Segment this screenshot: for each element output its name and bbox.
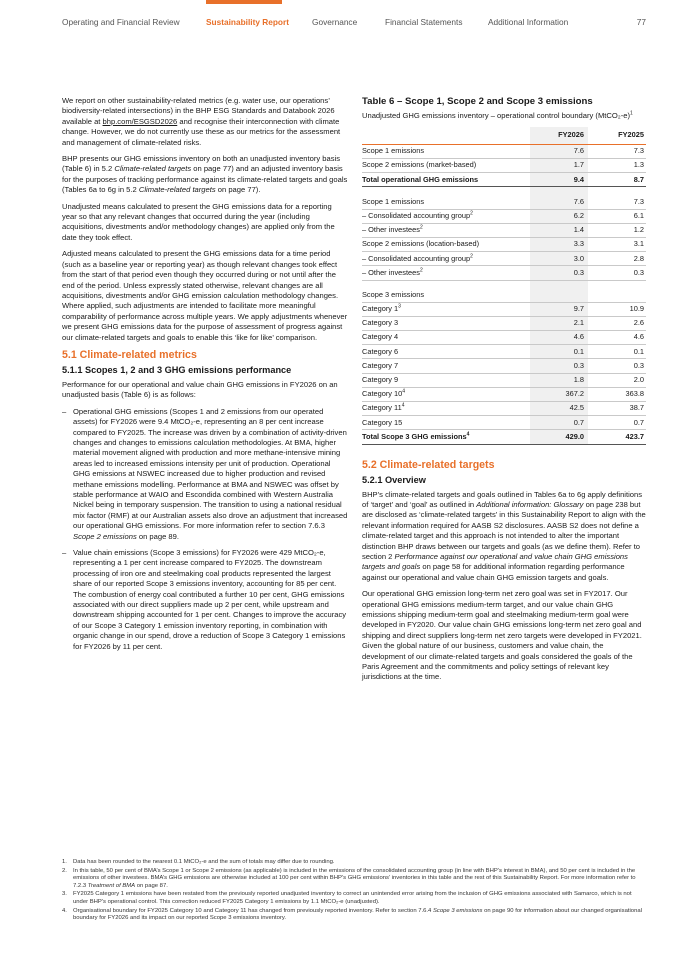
table-row [362,195,646,209]
active-tab-accent [206,0,282,4]
value-fy2026: 6.2 [530,209,588,223]
row-label: Category 9 [362,373,530,387]
left-column [62,96,348,658]
esg-databook-link[interactable]: bhp.com/ESGSD2026 [102,116,178,126]
value-fy2026: 7.6 [530,144,588,158]
value-fy2025: 0.7 [588,416,646,430]
table-group-gap [362,280,646,288]
row-label: Scope 1 emissions [362,195,530,209]
value-fy2026: 3.3 [530,237,588,251]
table-row [362,209,646,223]
row-label: Category 3 [362,316,530,330]
table-group-gap [362,187,646,195]
page-number: 77 [636,17,646,27]
value-fy2026 [530,288,588,302]
value-fy2026: 367.2 [530,387,588,401]
paragraph-inventory-basis: BHP presents our GHG emissions inventory on both an unadjusted inventory basis (Table 6) in 5.2 Climate-related targets on page 77) and an adjusted inventory basis for the purposes of tracking performance against its climate-related targets and goals (Tables 6a to 6g in 5.2 Climate-related targets on page 77). [62,154,348,195]
value-fy2025: 8.7 [588,173,646,187]
section-heading-climate-targets: 5.2 Climate-related targets [362,458,495,471]
value-fy2026: 7.6 [530,195,588,209]
table-row [362,223,646,237]
row-label: – Consolidated accounting group$^2$ [362,209,530,223]
row-label: Scope 2 emissions (location-based) [362,237,530,251]
row-label: Category 6 [362,345,530,359]
top-navigation [0,0,679,30]
value-fy2025: 423.7 [588,430,646,444]
row-label: Total operational GHG emissions [362,173,530,187]
paragraph-unadjusted-definition: Unadjusted means calculated to present the GHG emissions data for a reporting year so that any relevant changes that occurred during the year (including acquisitions, divestments and/or methodology changes) are applied only from the date they took effect. [62,201,335,242]
paragraph-targets-definitions: BHP’s climate-related targets and goals outlined in Tables 6a to 6g apply definitions of ‘target’ and ‘goal’ as outlined in Additional information: Glossary on page 238 but are disclosed as ‘climate-related targets’ in this Sustainability Report to align with the relevant information required for AASB S2 disclosures. AASB S2 does not define a climate-related target and this approach is not intended to alter the important distinction BHP draws between our targets and goals (as we define them). Refer to section 2 Performance against our operational and value chain GHG emissions targets and goals on page 58 for additional information regarding performance against our operational and value chain GHG emission targets and goals. [362,489,646,582]
bullet-operational-emissions: – Operational GHG emissions (Scopes 1 and 2 emissions from our operated assets) for FY2026 were 9.4 MtCO₂-e, representing an 8 per cent increase compared to FY2025. The increase was driven by a combination of activity-driven changes and changes to emissions calculation methodologies. At BMA, higher material movement aligned with production and more methane-intensive mining areas led to increased emissions intensity per unit of production. Operational GHG emissions at NSWEC increased due to higher production and revised methane emissions modelling. Performance at BMA and NSWEC was offset by stable performance at WAIO and Escondida combined with Western Australia Nickel being in temporary suspension. The transition to using a national residual mix factor (RMF) at our Australian assets also drove an adjustment that increased our operational GHG emissions. For more information refer to section 7.6.3 Scope 2 emissions on page 89. [62,406,348,541]
value-fy2025: 7.3 [588,144,646,158]
emissions-table [362,127,646,444]
row-label: Category $1^3$ [362,302,530,316]
table-title: Table 6 – Scope 1, Scope 2 and Scope 3 emissions [362,96,593,107]
table-row [362,345,646,359]
row-label: Category 7 [362,359,530,373]
footnote-3: 3. FY2025 Category 1 emissions have been restated from the previously reported unadjusted inventory to correct an unintended error arising from the inclusion of GHG emissions associated with Samarco, which is not under BHP’s operational control. This correction reduced FY2025 Category 1 emissions by 1.1 MtCO₂-e (unadjusted). [62,891,632,905]
value-fy2025 [588,288,646,302]
row-label: Scope 2 emissions (market-based) [362,159,530,173]
paragraph-adjusted-definition: Adjusted means calculated to present the GHG emissions data for a time period (such as a baseline year or reporting year) as though relevant changes took effect from the start of that period even though they occurred during or not until after the end of the period. Unless expressly stated otherwise, relevant changes are all acquisitions, divestments and/or GHG emission calculation methodology changes. Where applied, such adjustments are intended to facilitate more meaningful comparability of performance across multiple years. We apply adjustments whenever we present GHG emissions data for the purpose of assessment of progress against our climate-related targets and goals to enable this ‘like for like’ comparison. [62,249,348,342]
table-row [362,288,646,302]
value-fy2026: 0.3 [530,266,588,280]
performance-bullet-list [62,407,348,652]
value-fy2025: 4.6 [588,331,646,345]
value-fy2026: 1.4 [530,223,588,237]
value-fy2025: 7.3 [588,195,646,209]
nav-additional-information[interactable]: Additional Information [488,17,569,27]
value-fy2025: 363.8 [588,387,646,401]
footnotes [62,859,648,924]
value-fy2026: 2.1 [530,316,588,330]
table-row [362,430,646,444]
right-column [362,96,646,689]
value-fy2026: 9.4 [530,173,588,187]
table-row [362,159,646,173]
nav-financial-statements[interactable]: Financial Statements [385,17,463,27]
value-fy2026: 429.0 [530,430,588,444]
table-row [362,266,646,280]
row-label: Scope 1 emissions [362,144,530,158]
paragraph-targets-history: Our operational GHG emission long-term net zero goal was set in FY2017. Our operational GHG emissions medium-term target, and our value chain GHG emissions shipping medium-term goal and steelmaking medium-term goal were developed in FY2020. Our value chain GHG emissions long-term net zero goal and shipping and direct suppliers long-term net zero targets were developed in FY2021. Given the global nature of our business, customers and value chain, the development of our climate-related targets and goals considered the goals of the Paris Agreement and the commitments and policy settings of relevant key jurisdictions at the time. [362,589,642,682]
row-label: – Consolidated accounting group$^2$ [362,252,530,266]
table-row [362,359,646,373]
nav-operating-financial-review[interactable]: Operating and Financial Review [62,17,180,27]
table-row [362,302,646,316]
table-header-label [362,127,530,144]
table-row [362,373,646,387]
value-fy2026: 3.0 [530,252,588,266]
table-row [362,144,646,158]
nav-governance[interactable]: Governance [312,17,358,27]
value-fy2026: 1.8 [530,373,588,387]
value-fy2025: 6.1 [588,209,646,223]
value-fy2025: 38.7 [588,402,646,416]
table-row [362,173,646,187]
row-label: Scope 3 emissions [362,288,530,302]
table-row [362,316,646,330]
footnote-1: 1. Data has been rounded to the nearest 0.1 MtCO₂-e and the sum of totals may differ due to rounding. [62,859,335,865]
value-fy2025: 0.1 [588,345,646,359]
value-fy2026: 0.7 [530,416,588,430]
table-row [362,416,646,430]
row-label: – Other investees$^2$ [362,266,530,280]
row-label: Category $11^4$ [362,402,530,416]
row-label: Category $10^4$ [362,387,530,401]
section-heading-climate-metrics: 5.1 Climate-related metrics [62,348,197,361]
value-fy2026: 4.6 [530,331,588,345]
table-row [362,252,646,266]
value-fy2025: 2.8 [588,252,646,266]
paragraph-performance-intro: Performance for our operational and value chain GHG emissions in FY2026 on an unadjusted basis (Table 6) is as follows: [62,379,338,400]
value-fy2025: 2.6 [588,316,646,330]
subsection-heading-ghg-performance: 5.1.1 Scopes 1, 2 and 3 GHG emissions performance [62,364,292,375]
subsection-heading-overview: 5.2.1 Overview [362,474,426,485]
value-fy2026: 0.1 [530,345,588,359]
footnote-4: 4. Organisational boundary for FY2025 Category 10 and Category 11 has changed from previously reported inventory. Refer to section 7.6.4 Scope 3 emissions on page 90 for information about our changed organisational boundary for FY2026 and its impact on our reported Scope 3 emissions inventory. [62,907,642,922]
value-fy2026: 42.5 [530,402,588,416]
value-fy2026: 1.7 [530,159,588,173]
row-label: Category 15 [362,416,530,430]
value-fy2026: 0.3 [530,359,588,373]
table-row [362,387,646,401]
table-header-fy2025: FY2025 [588,127,646,144]
table-row [362,402,646,416]
value-fy2025: 1.3 [588,159,646,173]
row-label: – Other investees$^2$ [362,223,530,237]
table-subtitle: Unadjusted GHG emissions inventory – operational control boundary (MtCO₂-e)$^1$ [362,110,633,120]
paragraph-other-metrics: We report on other sustainability-related metrics (e.g. water use, our operations’ biodiversity-related intersections) in the BHP ESG Standards and Databook 2026 available at bhp.com/ESGSD2026 and recognise their interconnection with climate change. However, we do not currently use these as our metrics for the assessment and management of climate-related risks. [62,96,341,147]
value-fy2025: 0.3 [588,359,646,373]
table-row [362,331,646,345]
value-fy2026: 9.7 [530,302,588,316]
nav-sustainability-report[interactable]: Sustainability Report [206,17,289,27]
footnote-2: 2. In this table, 50 per cent of BMA’s Scope 1 or Scope 2 emissions (as applicable) is included in the emissions of the consolidated accounting group (in line with BHP’s interest in BMA), and 50 per cent is included in the emissions of other investees. BMA’s GHG emissions are otherwise included at 100 per cent within BHP’s GHG emissions’ inventories in this table and the rest of this Sustainability Report. For more information refer to 7.2.3 Treatment of BMA on page 87. [62,867,636,889]
table-header-fy2026: FY2026 [530,127,588,144]
row-label: Category 4 [362,331,530,345]
row-label: Total Scope 3 GHG emissions$^4$ [362,430,530,444]
value-fy2025: 3.1 [588,237,646,251]
value-fy2025: 2.0 [588,373,646,387]
value-fy2025: 10.9 [588,302,646,316]
bullet-value-chain-emissions: – Value chain emissions (Scope 3 emissions) for FY2026 were 429 MtCO₂-e, representing a 1 per cent increase compared to FY2025. The downstream processing of iron ore and steelmaking coal products represented the largest share of our reported Scope 3 emissions inventory, accounting for 85 per cent. The combustion of energy coal contributed a further 10 per cent, GHG emissions associated with our direct suppliers made up 2 per cent, while upstream and downstream shipping accounted for 1 per cent. Changes to improve the accuracy of our Scope 3 Category 1 emission inventory reporting, in combination with organic change in our spend, drove a reduction of Scope 3 Category 1 emissions for FY2026 by 11 per cent. [62,548,347,651]
value-fy2025: 0.3 [588,266,646,280]
table-row [362,237,646,251]
value-fy2025: 1.2 [588,223,646,237]
